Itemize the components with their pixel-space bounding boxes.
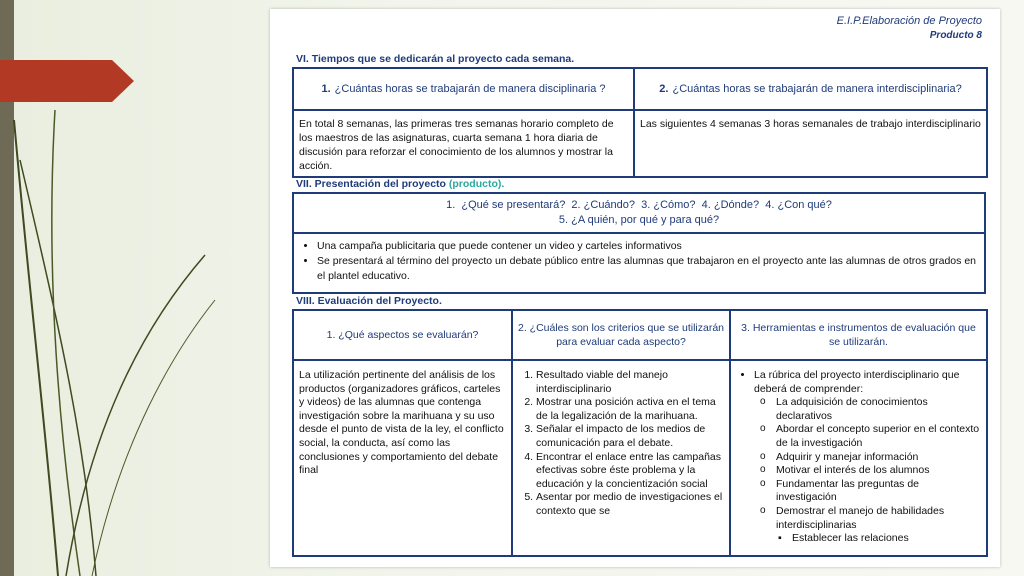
section-6-question-2 — [634, 68, 987, 110]
list-item-text: Demostrar el manejo de habilidades interdisciplinarias — [776, 504, 945, 531]
list-item: 2. Mostrar una posición activa en el tema de la legalización de la marihuana. — [536, 396, 724, 423]
section-6-table — [292, 67, 988, 178]
section-8-header-1: 1. ¿Qué aspectos se evaluarán? — [293, 310, 512, 360]
section-7-title-main: VII. Presentación del proyecto — [296, 178, 446, 190]
header-product: Producto 8 — [929, 30, 982, 41]
list-item: • Una campaña publicitaria que puede contener un video y carteles informativos — [317, 239, 979, 254]
list-item — [754, 369, 981, 546]
list-item: 1. Resultado viable del manejo interdisciplinario — [536, 369, 724, 396]
section-8-title: VIII. Evaluación del Proyecto. — [296, 295, 442, 307]
red-arrow-shape — [0, 60, 134, 102]
section-6-answer-1: En total 8 semanas, las primeras tres semanas horario completo de los maestros de las asignaturas, cuarta semana 1 hora diaria de discusión para reforzar el conocimiento de los alumnos y mostrar la acción. — [293, 110, 634, 177]
section-7-table — [292, 192, 986, 294]
list-item: 4. Encontrar el enlace entre las campañas efectivas sobre éste problema y la educación y la concientización social — [536, 451, 724, 492]
section-7-content — [293, 233, 985, 293]
question-text: ¿Cuántas horas se trabajarán de manera disciplinaria ? — [334, 83, 606, 95]
list-item: 5. Asentar por medio de investigaciones el contexto que se — [536, 491, 724, 518]
section-7-questions — [293, 193, 985, 233]
section-8-tools — [730, 360, 987, 556]
list-item: o Fundamentar las preguntas de investigación — [776, 478, 981, 505]
section-7-questions-line-1: 1. ¿Qué se presentará? 2. ¿Cuándo? 3. ¿Cómo? 4. ¿Dónde? 4. ¿Con qué? — [446, 199, 832, 211]
list-item: o La adquisición de conocimientos declarativos — [776, 396, 981, 423]
section-8-header-3: 3. Herramientas e instrumentos de evaluación que se utilizarán. — [730, 310, 987, 360]
header-title: E.I.P.Elaboración de Proyecto — [836, 15, 982, 27]
document-page — [270, 9, 1000, 567]
list-item — [776, 505, 981, 546]
document-header — [837, 15, 982, 41]
section-8-aspects: La utilización pertinente del análisis de los productos (organizadores gráficos, carteles y videos) de las alumnas que contenga investigación sobre la marihuana y su uso desde el punto de vista de la ley, el conflicto social, la conducta, así como las conclusiones y comportamiento del debate final — [293, 360, 512, 556]
question-text: ¿Cuántas horas se trabajarán de manera interdisciplinaria? — [672, 83, 962, 95]
section-8-header-2: 2. ¿Cuáles son los criterios que se utilizarán para evaluar cada aspecto? — [512, 310, 730, 360]
list-item: ▪ Establecer las relaciones — [792, 532, 981, 546]
section-7-title-accent: (producto). — [448, 178, 505, 190]
question-number: 2. — [659, 83, 669, 95]
section-8-table — [292, 309, 988, 557]
section-7-questions-line-2: 5. ¿A quién, por qué y para qué? — [558, 214, 720, 226]
section-6-question-1 — [293, 68, 634, 110]
list-item: • Se presentará al término del proyecto un debate público entre las alumnas que trabajaron en el proyecto ante las alumnas de otros grados en el plantel educativo. — [317, 254, 979, 284]
list-item: 3. Señalar el impacto de los medios de comunicación para el debate. — [536, 423, 724, 450]
list-item: o Motivar el interés de los alumnos — [776, 464, 981, 478]
section-8-criteria — [512, 360, 730, 556]
section-7-title — [296, 178, 504, 190]
section-6-answer-2: Las siguientes 4 semanas 3 horas semanales de trabajo interdisciplinario — [634, 110, 987, 177]
rubric-intro: La rúbrica del proyecto interdisciplinario que deberá de comprender: — [754, 369, 960, 395]
list-item: o Abordar el concepto superior en el contexto de la investigación — [776, 423, 981, 450]
list-item: o Adquirir y manejar información — [776, 451, 981, 465]
section-6-title: VI. Tiempos que se dedicarán al proyecto cada semana. — [296, 53, 575, 65]
question-number: 1. — [321, 83, 331, 95]
